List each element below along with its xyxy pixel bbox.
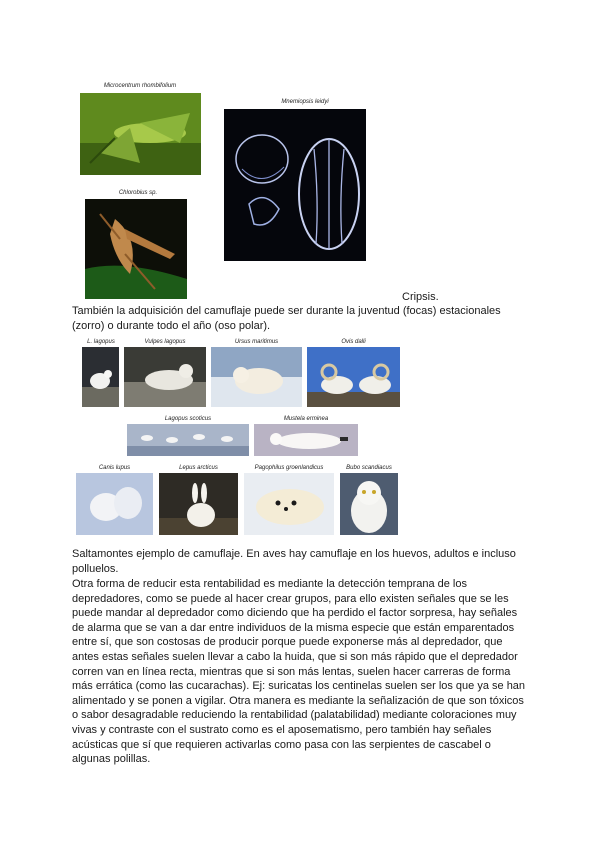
paragraph-early-detection: Otra forma de reducir esta rentabilidad es mediante la detección temprana de los depredadores, como se puede al hacer crear grupos, para ello existen señales que se les puede mandar al depredador como diciendo que ha perdido el factor sorpresa, hay señales de alarma que se van a dar entre individuos de la misma especie que están emparentados entre sí, que son costosas de producir porque puede exponerse más al depredador, que antes estas señales suelen llevar a cabo la huida, que si son más rápido que el depredador corren van en línea recta, mientras que si son más lentas, suelen hacer carreras de forma más errática (como las cucarachas). Ej: suricatas los centinelas suelen ser los que ya se han alimentado y se ponen a vigilar. Otra manera es mediante la señalización de que son tóxicos o sabor desagradable reduciendo la rentabilidad (palatabilidad) mediante coloraciones muy vivas y contraste con el sustrato como es el aposematismo, pero también hay señales acústicas que sí que requieren activarlas como pasa con las serpientes de cascabel o algunas polillas.	[72, 578, 526, 766]
photo-green-katydid	[80, 93, 201, 175]
caption-arctic-hare: Lepus arcticus	[179, 465, 218, 471]
paragraph-camouflage-acquisition: También la adquisición del camuflaje puede ser durante la juventud (focas) estacionales (zorro) o durante todo el año (oso polar).	[72, 305, 501, 332]
caption-ermine: Mustela erminea	[283, 416, 329, 422]
photo-polar-bear	[211, 347, 302, 407]
paragraph-grasshopper-camouflage: Saltamontes ejemplo de camuflaje. En aves hay camuflaje en los huevos, adultos e incluso polluelos.	[72, 548, 516, 575]
figure-label-cripsis: Cripsis.	[402, 291, 439, 303]
caption-mantis: Microcentrum rhombifolium	[103, 83, 177, 89]
caption-leaf-insect: Chlorobius sp.	[118, 190, 158, 196]
photo-comb-jelly	[224, 109, 366, 261]
photo-harp-seal-pup	[244, 473, 334, 535]
photo-ermine	[254, 424, 358, 456]
photo-snowy-owl	[340, 473, 398, 535]
photo-white-wading-birds	[127, 424, 249, 456]
photo-arctic-wolf	[76, 473, 153, 535]
photo-ptarmigan	[82, 347, 119, 407]
photo-arctic-hare	[159, 473, 238, 535]
caption-ptarmigan: L. lagopus	[87, 339, 115, 345]
caption-dall-sheep: Ovis dalli	[341, 339, 366, 345]
caption-arctic-wolf: Canis lupus	[98, 465, 131, 471]
caption-harp-seal: Pagophilus groenlandicus	[254, 465, 324, 471]
caption-flamingos: Lagopus scoticus	[164, 416, 212, 422]
photo-arctic-fox	[124, 347, 206, 407]
caption-polar-bear: Ursus maritimus	[234, 339, 279, 345]
caption-snowy-owl: Bubo scandiacus	[346, 465, 392, 471]
photo-leaf-mimic-insect	[85, 199, 187, 299]
photo-dall-sheep	[307, 347, 400, 407]
caption-ctenophore: Mnemiopsis leidyi	[281, 99, 329, 105]
caption-arctic-fox: Vulpes lagopus	[144, 339, 186, 345]
